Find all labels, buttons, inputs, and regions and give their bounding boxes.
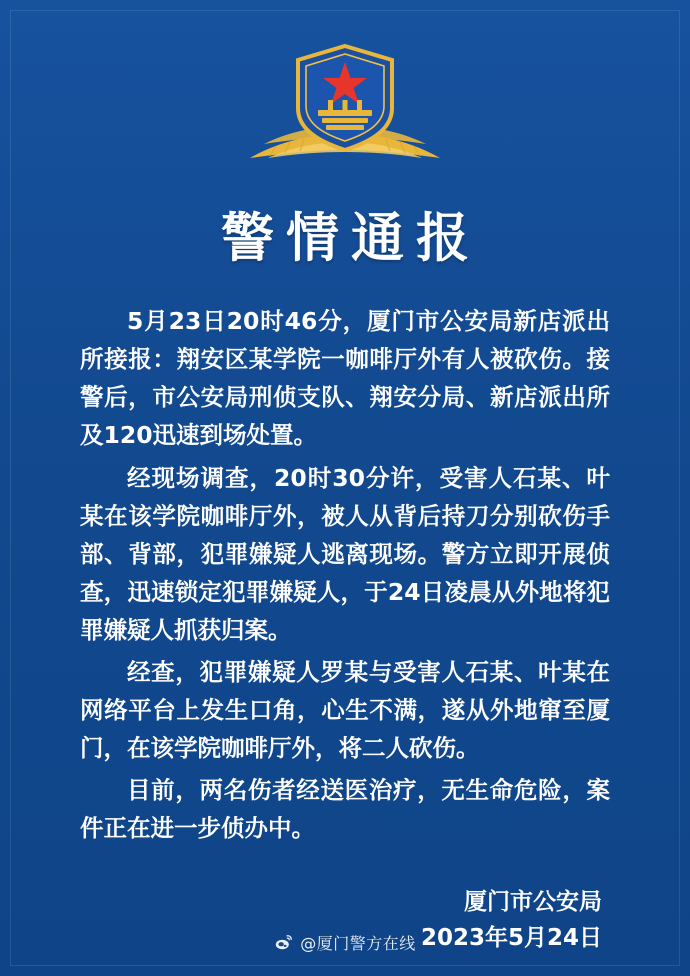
footer-watermark [0,931,690,954]
police-emblem-icon [240,38,450,170]
police-emblem [240,38,450,170]
notice-paragraph: 目前，两名伤者经送医治疗，无生命危险，案件正在进一步侦办中。 [80,776,610,843]
issuing-organization: 厦门市公安局 [464,889,602,916]
weibo-account-label: @厦门警方在线 [300,934,416,953]
notice-paragraph: 经现场调查，20时30分许，受害人石某、叶某在该学院咖啡厅外，被人从背后持刀分别砍伤手部、背部，犯罪嫌疑人逃离现场。警方立即开展侦查，迅速锁定犯罪嫌疑人，于24日凌晨从外地将犯罪嫌疑人抓获归案。 [80,463,610,644]
weibo-icon [274,933,293,952]
notice-paragraph: 经查，犯罪嫌疑人罗某与受害人石某、叶某在网络平台上发生口角，心生不满，遂从外地窜至厦门，在该学院咖啡厅外，将二人砍伤。 [80,657,610,762]
notice-paragraph: 5月23日20时46分，厦门市公安局新店派出所接报：翔安区某学院一咖啡厅外有人被砍伤。接警后，市公安局刑侦支队、翔安分局、新店派出所及120迅速到场处置。 [80,307,610,450]
issue-date: 2023年5月24日 [420,924,602,951]
page-title: 警情通报 [221,208,481,269]
notice-body [80,302,610,851]
